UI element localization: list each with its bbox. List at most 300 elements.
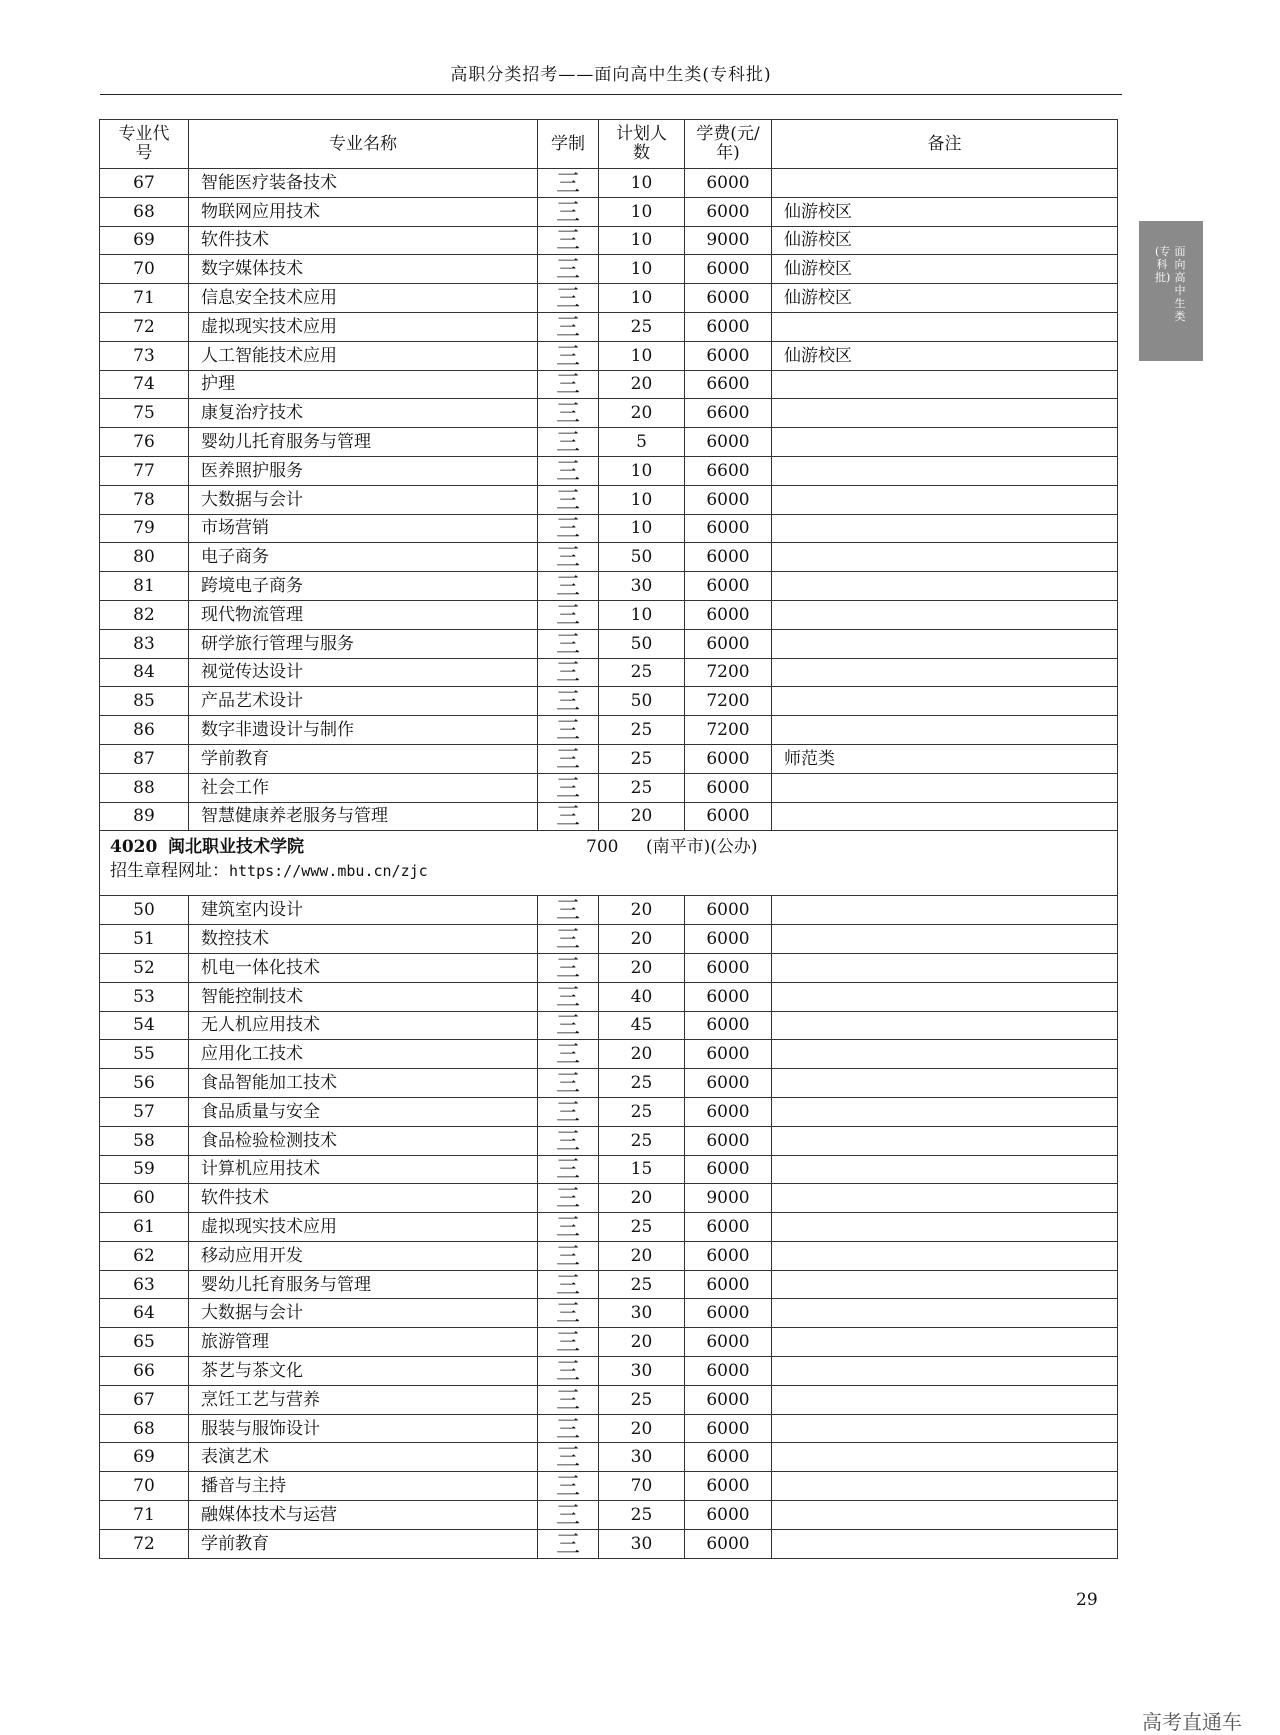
cell-fee: 6000	[685, 982, 772, 1011]
cell-plan: 20	[599, 802, 685, 831]
cell-code: 57	[100, 1097, 189, 1126]
cell-note	[772, 1241, 1118, 1270]
cell-code: 51	[100, 925, 189, 954]
cell-fee: 6000	[685, 169, 772, 198]
table-row	[100, 658, 1118, 687]
cell-note	[772, 629, 1118, 658]
cell-code: 72	[100, 312, 189, 341]
cell-note	[772, 1040, 1118, 1069]
cell-plan: 50	[599, 543, 685, 572]
cell-fee: 6000	[685, 514, 772, 543]
cell-note	[772, 925, 1118, 954]
cell-code: 74	[100, 370, 189, 399]
table-row	[100, 312, 1118, 341]
cell-name: 数字媒体技术	[189, 255, 538, 284]
cell-code: 60	[100, 1184, 189, 1213]
table-row	[100, 1414, 1118, 1443]
cell-xuezhi: 三	[538, 896, 599, 925]
table-row	[100, 1040, 1118, 1069]
cell-note	[772, 485, 1118, 514]
cell-name: 医养照护服务	[189, 456, 538, 485]
cell-note	[772, 312, 1118, 341]
cell-code: 70	[100, 255, 189, 284]
cell-fee: 6000	[685, 1385, 772, 1414]
cell-plan: 25	[599, 744, 685, 773]
cell-note	[772, 600, 1118, 629]
cell-plan: 20	[599, 1328, 685, 1357]
cell-xuezhi: 三	[538, 572, 599, 601]
cell-note	[772, 1529, 1118, 1558]
cell-code: 83	[100, 629, 189, 658]
cell-name: 康复治疗技术	[189, 399, 538, 428]
table-row	[100, 802, 1118, 831]
cell-name: 计算机应用技术	[189, 1155, 538, 1184]
cell-code: 73	[100, 341, 189, 370]
cell-plan: 30	[599, 1529, 685, 1558]
cell-name: 信息安全技术应用	[189, 284, 538, 313]
cell-xuezhi: 三	[538, 284, 599, 313]
table-row	[100, 953, 1118, 982]
cell-xuezhi: 三	[538, 1270, 599, 1299]
table-row	[100, 1299, 1118, 1328]
cell-name: 烹饪工艺与营养	[189, 1385, 538, 1414]
cell-name: 播音与主持	[189, 1472, 538, 1501]
table-row	[100, 1184, 1118, 1213]
cell-fee: 6000	[685, 1328, 772, 1357]
cell-fee: 6000	[685, 1213, 772, 1242]
cell-plan: 50	[599, 687, 685, 716]
cell-plan: 20	[599, 1184, 685, 1213]
cell-xuezhi: 三	[538, 1385, 599, 1414]
cell-xuezhi: 三	[538, 629, 599, 658]
cell-name: 机电一体化技术	[189, 953, 538, 982]
cell-code: 56	[100, 1069, 189, 1098]
cell-fee: 6000	[685, 773, 772, 802]
cell-code: 67	[100, 1385, 189, 1414]
cell-code: 75	[100, 399, 189, 428]
cell-xuezhi: 三	[538, 341, 599, 370]
header-rule	[100, 94, 1122, 95]
table-row	[100, 514, 1118, 543]
cell-name: 建筑室内设计	[189, 896, 538, 925]
table-row	[100, 925, 1118, 954]
cell-plan: 20	[599, 925, 685, 954]
cell-fee: 6000	[685, 1241, 772, 1270]
cell-fee: 6000	[685, 284, 772, 313]
cell-xuezhi: 三	[538, 514, 599, 543]
col-header-fee: 学费(元/年)	[685, 120, 772, 169]
cell-xuezhi: 三	[538, 197, 599, 226]
institution-name: 闽北职业技术学院	[168, 837, 304, 858]
cell-note: 仙游校区	[772, 284, 1118, 313]
cell-plan: 10	[599, 600, 685, 629]
cell-code: 59	[100, 1155, 189, 1184]
cell-name: 融媒体技术与运营	[189, 1501, 538, 1530]
cell-code: 84	[100, 658, 189, 687]
cell-fee: 6000	[685, 1472, 772, 1501]
cell-name: 大数据与会计	[189, 1299, 538, 1328]
cell-note: 仙游校区	[772, 341, 1118, 370]
cell-xuezhi: 三	[538, 428, 599, 457]
cell-code: 55	[100, 1040, 189, 1069]
cell-name: 婴幼儿托育服务与管理	[189, 428, 538, 457]
cell-xuezhi: 三	[538, 1443, 599, 1472]
col-header-plan: 计划人数	[599, 120, 685, 169]
cell-fee: 6000	[685, 629, 772, 658]
cell-code: 69	[100, 226, 189, 255]
cell-fee: 6000	[685, 802, 772, 831]
institution-code: 4020	[110, 837, 158, 858]
table-row	[100, 982, 1118, 1011]
cell-name: 虚拟现实技术应用	[189, 1213, 538, 1242]
cell-fee: 9000	[685, 226, 772, 255]
page-header-title: 高职分类招考——面向高中生类(专科批)	[450, 65, 772, 85]
cell-xuezhi: 三	[538, 1069, 599, 1098]
cell-code: 52	[100, 953, 189, 982]
cell-plan: 20	[599, 953, 685, 982]
table-row	[100, 773, 1118, 802]
cell-code: 82	[100, 600, 189, 629]
cell-note	[772, 572, 1118, 601]
cell-name: 软件技术	[189, 226, 538, 255]
table-row	[100, 1011, 1118, 1040]
cell-name: 护理	[189, 370, 538, 399]
cell-name: 市场营销	[189, 514, 538, 543]
cell-note	[772, 773, 1118, 802]
table-row	[100, 1126, 1118, 1155]
cell-fee: 6600	[685, 399, 772, 428]
cell-plan: 50	[599, 629, 685, 658]
cell-xuezhi: 三	[538, 1357, 599, 1386]
table-row	[100, 687, 1118, 716]
cell-xuezhi: 三	[538, 543, 599, 572]
cell-note: 仙游校区	[772, 255, 1118, 284]
cell-xuezhi: 三	[538, 600, 599, 629]
cell-xuezhi: 三	[538, 1184, 599, 1213]
cell-code: 78	[100, 485, 189, 514]
cell-code: 87	[100, 744, 189, 773]
cell-note	[772, 428, 1118, 457]
cell-plan: 10	[599, 226, 685, 255]
cell-fee: 6000	[685, 1414, 772, 1443]
cell-name: 茶艺与茶文化	[189, 1357, 538, 1386]
cell-note	[772, 1097, 1118, 1126]
cell-xuezhi: 三	[538, 456, 599, 485]
cell-code: 81	[100, 572, 189, 601]
cell-xuezhi: 三	[538, 687, 599, 716]
cell-code: 66	[100, 1357, 189, 1386]
cell-xuezhi: 三	[538, 1529, 599, 1558]
cell-name: 视觉传达设计	[189, 658, 538, 687]
cell-fee: 6000	[685, 543, 772, 572]
watermark-text: 高考直通车	[1142, 1710, 1242, 1734]
cell-name: 食品检验检测技术	[189, 1126, 538, 1155]
side-tab-line2: (专科批)	[1155, 245, 1171, 284]
institution-plan: 700	[586, 837, 619, 858]
cell-name: 人工智能技术应用	[189, 341, 538, 370]
cell-xuezhi: 三	[538, 1097, 599, 1126]
cell-fee: 6000	[685, 953, 772, 982]
cell-code: 63	[100, 1270, 189, 1299]
col-header-code: 专业代号	[100, 120, 189, 169]
table-row	[100, 1069, 1118, 1098]
cell-code: 72	[100, 1529, 189, 1558]
cell-note	[772, 1328, 1118, 1357]
cell-code: 67	[100, 169, 189, 198]
cell-plan: 10	[599, 514, 685, 543]
cell-fee: 6000	[685, 1501, 772, 1530]
side-tab-line1: 面向高中生类	[1174, 245, 1186, 323]
table-row	[100, 169, 1118, 198]
cell-fee: 6000	[685, 1126, 772, 1155]
cell-fee: 9000	[685, 1184, 772, 1213]
cell-name: 应用化工技术	[189, 1040, 538, 1069]
cell-code: 69	[100, 1443, 189, 1472]
cell-xuezhi: 三	[538, 658, 599, 687]
cell-xuezhi: 三	[538, 925, 599, 954]
cell-code: 62	[100, 1241, 189, 1270]
cell-code: 58	[100, 1126, 189, 1155]
page-number: 29	[1076, 1590, 1098, 1610]
cell-name: 数字非遗设计与制作	[189, 716, 538, 745]
cell-fee: 6000	[685, 1299, 772, 1328]
table-row	[100, 600, 1118, 629]
cell-plan: 10	[599, 341, 685, 370]
cell-note	[772, 658, 1118, 687]
cell-note	[772, 514, 1118, 543]
table-row	[100, 1097, 1118, 1126]
cell-fee: 7200	[685, 687, 772, 716]
cell-code: 50	[100, 896, 189, 925]
cell-note	[772, 1414, 1118, 1443]
col-header-xuezhi: 学制	[538, 120, 599, 169]
cell-note	[772, 1385, 1118, 1414]
cell-xuezhi: 三	[538, 1472, 599, 1501]
cell-name: 数控技术	[189, 925, 538, 954]
cell-code: 89	[100, 802, 189, 831]
cell-code: 65	[100, 1328, 189, 1357]
table-row	[100, 896, 1118, 925]
cell-fee: 6000	[685, 197, 772, 226]
cell-name: 旅游管理	[189, 1328, 538, 1357]
table-row	[100, 428, 1118, 457]
cell-xuezhi: 三	[538, 370, 599, 399]
cell-note	[772, 716, 1118, 745]
table-header-row	[100, 120, 1118, 169]
cell-note	[772, 1213, 1118, 1242]
cell-name: 现代物流管理	[189, 600, 538, 629]
cell-fee: 6000	[685, 312, 772, 341]
table-row	[100, 1213, 1118, 1242]
institution-location: (南平市)(公办)	[646, 837, 758, 858]
cell-fee: 6000	[685, 1357, 772, 1386]
table-row	[100, 341, 1118, 370]
cell-xuezhi: 三	[538, 312, 599, 341]
cell-plan: 25	[599, 1126, 685, 1155]
cell-fee: 6000	[685, 255, 772, 284]
cell-xuezhi: 三	[538, 485, 599, 514]
cell-xuezhi: 三	[538, 1155, 599, 1184]
cell-xuezhi: 三	[538, 1213, 599, 1242]
table-row	[100, 255, 1118, 284]
cell-xuezhi: 三	[538, 1328, 599, 1357]
table-row	[100, 543, 1118, 572]
cell-fee: 6000	[685, 1155, 772, 1184]
cell-note	[772, 1155, 1118, 1184]
table-row	[100, 1443, 1118, 1472]
table-row	[100, 226, 1118, 255]
table-row	[100, 1385, 1118, 1414]
cell-xuezhi: 三	[538, 1040, 599, 1069]
cell-note	[772, 802, 1118, 831]
cell-code: 80	[100, 543, 189, 572]
cell-fee: 6000	[685, 1069, 772, 1098]
cell-xuezhi: 三	[538, 1501, 599, 1530]
cell-code: 71	[100, 284, 189, 313]
cell-note: 仙游校区	[772, 197, 1118, 226]
cell-note	[772, 1270, 1118, 1299]
cell-fee: 6000	[685, 744, 772, 773]
cell-fee: 7200	[685, 658, 772, 687]
cell-plan: 10	[599, 284, 685, 313]
cell-code: 86	[100, 716, 189, 745]
cell-code: 79	[100, 514, 189, 543]
cell-fee: 6000	[685, 600, 772, 629]
cell-name: 软件技术	[189, 1184, 538, 1213]
cell-plan: 25	[599, 1097, 685, 1126]
table-body	[100, 169, 1118, 1559]
cell-xuezhi: 三	[538, 399, 599, 428]
cell-note: 仙游校区	[772, 226, 1118, 255]
cell-name: 产品艺术设计	[189, 687, 538, 716]
cell-name: 物联网应用技术	[189, 197, 538, 226]
cell-plan: 45	[599, 1011, 685, 1040]
table-row	[100, 716, 1118, 745]
institution-url-link[interactable]: https://www.mbu.cn/zjc	[229, 862, 428, 881]
cell-note	[772, 1472, 1118, 1501]
table-row	[100, 1155, 1118, 1184]
table-row	[100, 399, 1118, 428]
cell-name: 无人机应用技术	[189, 1011, 538, 1040]
cell-plan: 10	[599, 485, 685, 514]
cell-code: 54	[100, 1011, 189, 1040]
cell-xuezhi: 三	[538, 744, 599, 773]
table-row	[100, 744, 1118, 773]
cell-note	[772, 543, 1118, 572]
cell-code: 88	[100, 773, 189, 802]
cell-name: 表演艺术	[189, 1443, 538, 1472]
cell-plan: 15	[599, 1155, 685, 1184]
cell-fee: 6000	[685, 485, 772, 514]
cell-plan: 20	[599, 370, 685, 399]
cell-name: 智能医疗装备技术	[189, 169, 538, 198]
cell-name: 移动应用开发	[189, 1241, 538, 1270]
cell-fee: 6600	[685, 370, 772, 399]
cell-fee: 6000	[685, 1011, 772, 1040]
cell-name: 大数据与会计	[189, 485, 538, 514]
col-header-name: 专业名称	[189, 120, 538, 169]
cell-xuezhi: 三	[538, 255, 599, 284]
cell-note	[772, 687, 1118, 716]
cell-note	[772, 953, 1118, 982]
cell-code: 68	[100, 197, 189, 226]
cell-plan: 25	[599, 312, 685, 341]
cell-note	[772, 399, 1118, 428]
cell-xuezhi: 三	[538, 773, 599, 802]
cell-note	[772, 1069, 1118, 1098]
side-section-tab	[1139, 221, 1203, 361]
cell-note	[772, 1357, 1118, 1386]
cell-xuezhi: 三	[538, 1414, 599, 1443]
table-row	[100, 1529, 1118, 1558]
cell-name: 学前教育	[189, 744, 538, 773]
cell-name: 电子商务	[189, 543, 538, 572]
cell-plan: 30	[599, 1357, 685, 1386]
cell-name: 研学旅行管理与服务	[189, 629, 538, 658]
cell-note	[772, 1501, 1118, 1530]
table-row	[100, 456, 1118, 485]
cell-plan: 25	[599, 1213, 685, 1242]
table-row	[100, 284, 1118, 313]
cell-plan: 30	[599, 1443, 685, 1472]
cell-name: 智慧健康养老服务与管理	[189, 802, 538, 831]
cell-name: 食品质量与安全	[189, 1097, 538, 1126]
cell-code: 85	[100, 687, 189, 716]
cell-fee: 6000	[685, 428, 772, 457]
cell-fee: 7200	[685, 716, 772, 745]
cell-xuezhi: 三	[538, 226, 599, 255]
cell-fee: 6000	[685, 1040, 772, 1069]
table-row	[100, 1501, 1118, 1530]
cell-code: 77	[100, 456, 189, 485]
col-header-note: 备注	[772, 120, 1118, 169]
cell-xuezhi: 三	[538, 716, 599, 745]
cell-name: 智能控制技术	[189, 982, 538, 1011]
cell-xuezhi: 三	[538, 953, 599, 982]
cell-name: 社会工作	[189, 773, 538, 802]
cell-plan: 20	[599, 896, 685, 925]
table-row	[100, 629, 1118, 658]
cell-fee: 6000	[685, 1529, 772, 1558]
cell-plan: 10	[599, 456, 685, 485]
cell-note	[772, 896, 1118, 925]
cell-name: 服装与服饰设计	[189, 1414, 538, 1443]
cell-fee: 6000	[685, 341, 772, 370]
table-row	[100, 1472, 1118, 1501]
cell-code: 68	[100, 1414, 189, 1443]
cell-fee: 6600	[685, 456, 772, 485]
cell-fee: 6000	[685, 925, 772, 954]
program-table	[99, 119, 1118, 1559]
cell-name: 食品智能加工技术	[189, 1069, 538, 1098]
cell-fee: 6000	[685, 1097, 772, 1126]
cell-plan: 25	[599, 716, 685, 745]
cell-xuezhi: 三	[538, 169, 599, 198]
cell-plan: 70	[599, 1472, 685, 1501]
cell-code: 53	[100, 982, 189, 1011]
cell-plan: 10	[599, 169, 685, 198]
cell-plan: 20	[599, 1241, 685, 1270]
cell-code: 70	[100, 1472, 189, 1501]
cell-note	[772, 1299, 1118, 1328]
cell-xuezhi: 三	[538, 802, 599, 831]
cell-plan: 25	[599, 773, 685, 802]
cell-plan: 40	[599, 982, 685, 1011]
cell-note	[772, 982, 1118, 1011]
institution-cell	[100, 831, 1118, 896]
cell-xuezhi: 三	[538, 1241, 599, 1270]
table-row	[100, 1357, 1118, 1386]
